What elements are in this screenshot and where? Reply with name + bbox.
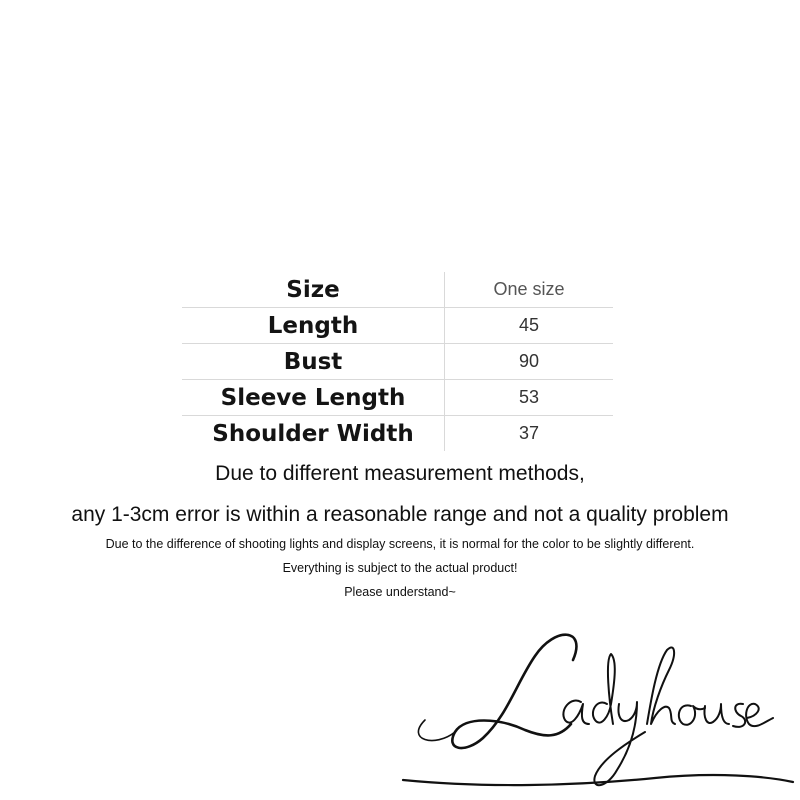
actual-product-note: Everything is subject to the actual product! bbox=[282, 561, 518, 575]
row-label-shoulder-width: Shoulder Width bbox=[182, 416, 445, 452]
row-value-length: 45 bbox=[445, 308, 614, 344]
size-header-label: Size bbox=[182, 272, 445, 308]
row-value-bust: 90 bbox=[445, 344, 614, 380]
table-row bbox=[182, 344, 613, 380]
error-tolerance-note: any 1-3cm error is within a reasonable range and not a quality problem bbox=[71, 503, 729, 526]
row-label-sleeve-length: Sleeve Length bbox=[182, 380, 445, 416]
table-row bbox=[182, 380, 613, 416]
measurement-note: Due to different measurement methods, bbox=[215, 462, 585, 485]
size-header-row bbox=[182, 272, 613, 308]
ladyhouse-signature-logo bbox=[395, 620, 800, 800]
size-chart-table bbox=[182, 272, 613, 451]
row-label-bust: Bust bbox=[182, 344, 445, 380]
row-value-shoulder-width: 37 bbox=[445, 416, 614, 452]
please-understand-note: Please understand~ bbox=[344, 585, 456, 599]
table-row bbox=[182, 416, 613, 452]
table-row bbox=[182, 308, 613, 344]
row-value-sleeve-length: 53 bbox=[445, 380, 614, 416]
color-difference-note: Due to the difference of shooting lights and display screens, it is normal for the color to be slightly different. bbox=[105, 537, 695, 551]
size-header-value: One size bbox=[493, 279, 565, 299]
row-label-length: Length bbox=[182, 308, 445, 344]
